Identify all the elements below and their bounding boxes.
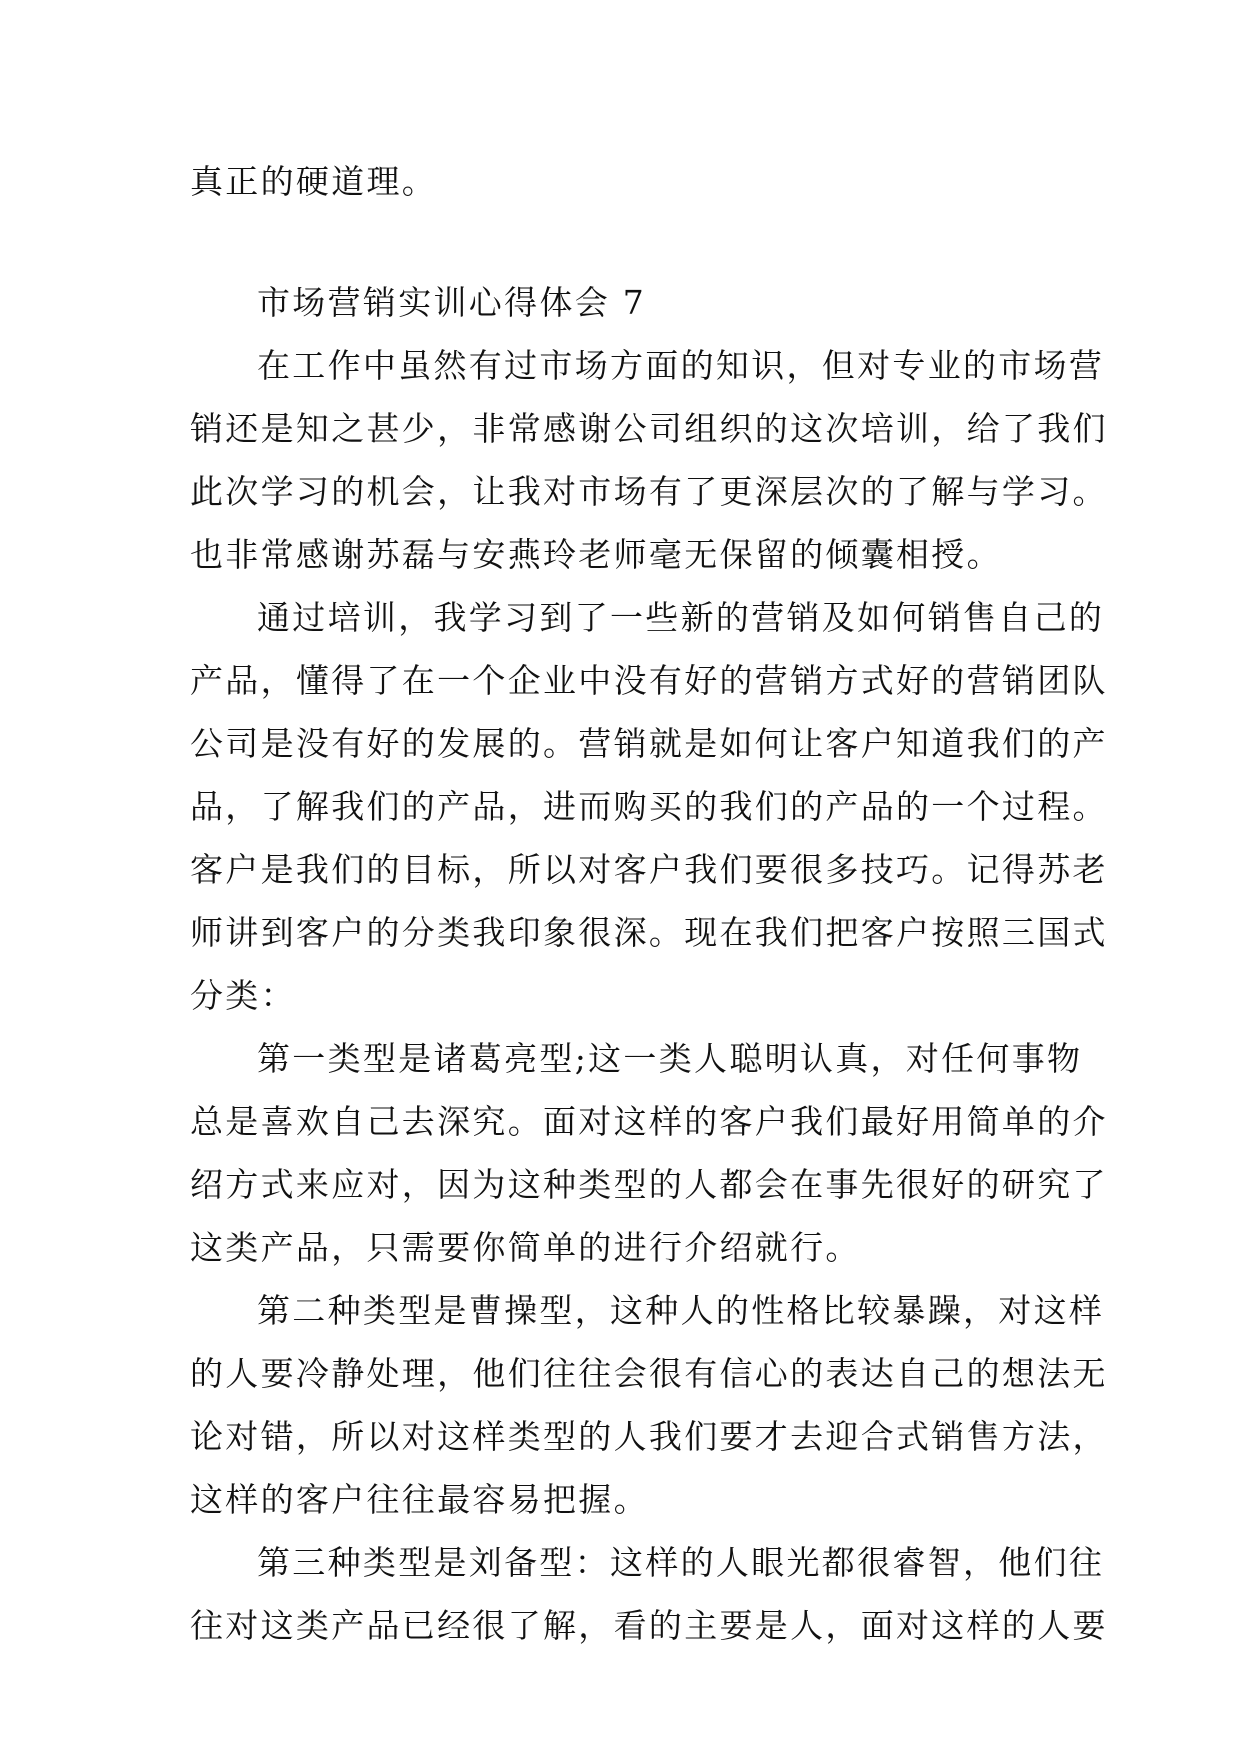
paragraph-line: 第一类型是诸葛亮型;这一类人聪明认真，对任何事物 — [257, 1039, 1083, 1078]
paragraph-line: 总是喜欢自己去深究。面对这样的客户我们最好用简单的介 — [190, 1102, 1108, 1141]
opening-line: 真正的硬道理。 — [190, 162, 438, 201]
paragraph-line: 也非常感谢苏磊与安燕玲老师毫无保留的倾囊相授。 — [190, 535, 1002, 574]
paragraph-line: 这样的客户往往最容易把握。 — [190, 1480, 649, 1519]
paragraph-line: 公司是没有好的发展的。营销就是如何让客户知道我们的产 — [190, 724, 1108, 763]
paragraph-line: 品，了解我们的产品，进而购买的我们的产品的一个过程。 — [190, 787, 1108, 826]
paragraph-line: 销还是知之甚少，非常感谢公司组织的这次培训，给了我们 — [190, 409, 1108, 448]
paragraph-line: 往对这类产品已经很了解，看的主要是人，面对这样的人要 — [190, 1606, 1108, 1645]
paragraph-line: 通过培训，我学习到了一些新的营销及如何销售自己的 — [257, 598, 1105, 637]
section-title: 市场营销实训心得体会 7 — [257, 283, 647, 322]
paragraph-line: 在工作中虽然有过市场方面的知识，但对专业的市场营 — [257, 346, 1105, 385]
paragraph-line: 论对错，所以对这样类型的人我们要才去迎合式销售方法， — [190, 1417, 1108, 1456]
paragraph-line: 师讲到客户的分类我印象很深。现在我们把客户按照三国式 — [190, 913, 1108, 952]
paragraph-line: 绍方式来应对，因为这种类型的人都会在事先很好的研究了 — [190, 1165, 1108, 1204]
paragraph-line: 第三种类型是刘备型：这样的人眼光都很睿智，他们往 — [257, 1543, 1105, 1582]
paragraph-line: 客户是我们的目标，所以对客户我们要很多技巧。记得苏老 — [190, 850, 1108, 889]
paragraph-1 — [190, 334, 1108, 586]
paragraph-line: 的人要冷静处理，他们往往会很有信心的表达自己的想法无 — [190, 1354, 1108, 1393]
document-body — [190, 150, 1108, 1657]
paragraph-line: 第二种类型是曹操型，这种人的性格比较暴躁，对这样 — [257, 1291, 1105, 1330]
paragraph-line: 产品，懂得了在一个企业中没有好的营销方式好的营销团队 — [190, 661, 1108, 700]
paragraph-line: 分类： — [190, 976, 296, 1015]
paragraph-3 — [190, 1027, 1108, 1279]
section-gap — [190, 213, 1055, 271]
paragraph-5 — [190, 1531, 1108, 1657]
paragraph-2 — [190, 586, 1108, 1027]
paragraph-4 — [190, 1279, 1108, 1531]
paragraph-line: 此次学习的机会，让我对市场有了更深层次的了解与学习。 — [190, 472, 1108, 511]
paragraph-line: 这类产品，只需要你简单的进行介绍就行。 — [190, 1228, 861, 1267]
